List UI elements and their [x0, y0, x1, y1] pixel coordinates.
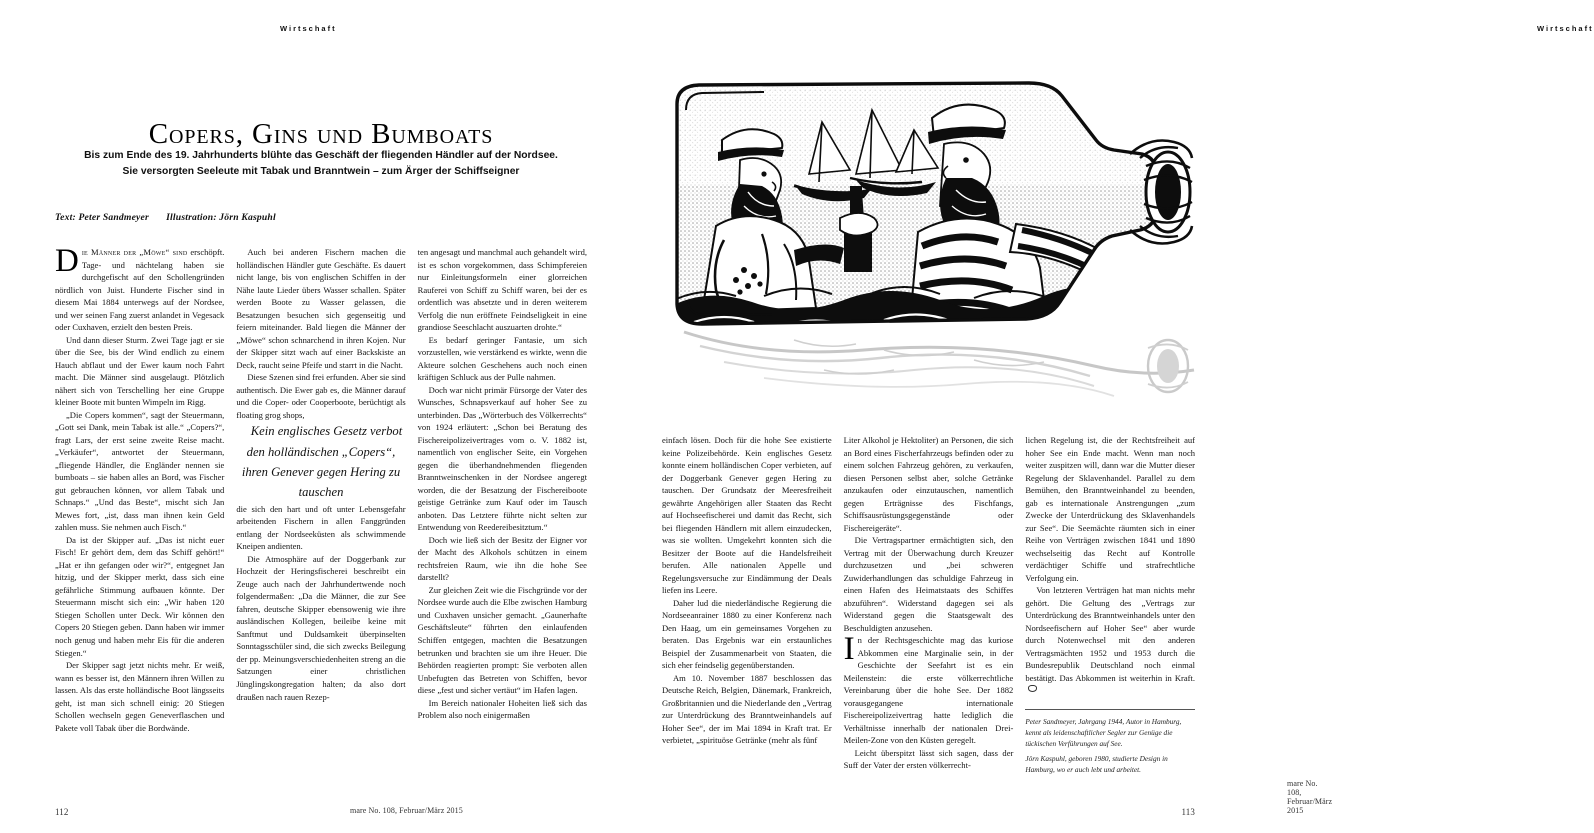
running-head-left: Wirtschaft: [280, 24, 337, 33]
text-column-2: [236, 246, 405, 797]
paragraph: Zur gleichen Zeit wie die Fischgründe vor der Nordsee wurde auch die Elbe zwischen Hamburg und Cuxhaven unsicher gemacht. „Gaunerhafte Geschäftsleute“ führten den einlaufenden Schiffen entgegen, machten die Besatzungen betrunken und brachten sie um ihre Heuer. Die Behörden reagierten prompt: Sie verboten allen Unbefugten das Betreten von Schiffen, bevor diese „fest und sicher vertäut“ im Hafen lagen.: [417, 584, 587, 696]
deck-line-2: Sie versorgten Seeleute mit Tabak und Branntwein – zum Ärger der Schiffseigner: [122, 165, 520, 177]
bio-illustrator: Jörn Kaspuhl, geboren 1980, studierte Design in Hamburg, wo er auch lebt und arbeitet.: [1025, 754, 1168, 775]
paragraph: Da ist der Skipper auf. „Das ist nicht euer Fisch! Er gehört dem, dem das Schiff gehört!“ „Hat er ihn gefangen oder wir?“, entgegnet Jan hitzig, und der Skipper merkt, dass sich eine gefährliche Stimmung aufbauen könnte. Der Steuermann mischt sich ein: „Wir haben 120 Stiegen Schollen unter Deck. Wir können den Copers 20 Stiegen geben. Dann haben wir immer noch genug und haben mehr Eis für die anderen Stiegen.“: [55, 534, 225, 658]
body-columns-left: [55, 243, 587, 797]
paragraph: Auch bei anderen Fischern machen die holländischen Händler gute Geschäfte. Es dauert nicht lange, bis von englischen Schiffen in der Nähe laute Lieder übers Wasser schallen. Später werden Boote zu Wasser gelassen, die Besatzungen besuchen sich gegenseitig und feiern miteinander. Bald liegen die Männer der „Möwe“ schon schnarchend in ihren Kojen. Nur der Skipper sitzt wach auf einer Backskiste an Deck, raucht seine Pfeife und starrt in die Nacht.: [236, 247, 406, 370]
paragraph: Im Bereich nationaler Hoheiten ließ sich das Problem also noch einigermaßen: [417, 697, 587, 721]
paragraph-rest: n der Rechtsgeschichte mag das kuriose Abkommen eine Marginalie sein, in der Geschichte der Seefahrt ist es ein Meilenstein: die erste völkerrechtliche Vereinbarung über die hohe See. Der 1882 vorausgegangene internationale Fischereipolizeivertrag hatte lediglich die Verhältnisse innerhalb der nationalen Drei-Meilen-Zone von den Küsten geregelt.: [843, 635, 1014, 746]
paragraph: D ie Männer der „Möwe“ sind erschöpft. Tage- und nächtelang haben sie durchgefischt auf den Schollengründen nördlich von Juist. Hunderte Fischer sind in diesem Mai 1884 unterwegs auf der Nordsee, und wer seinen Fang zuerst anlandet in Vegesack oder Cuxhaven, erzielt den besten Preis.: [55, 243, 225, 333]
paragraph: Und dann dieser Sturm. Zwei Tage jagt er sie über die See, bis der Wind endlich zu einem Hauch abflaut und der Ewer kaum noch Fahrt macht. Die Männer sind ausgelaugt. Plötzlich nähert sich von Terschelling her eine Gruppe kleiner Boote mit bunten Wimpeln im Rigg.: [55, 334, 225, 408]
text-column-6: [1025, 434, 1195, 797]
paragraph: Diese Szenen sind frei erfunden. Aber sie sind authentisch. Die Ewer gab es, die Männer darauf und die Coper- oder Cooperboote, berüchtigt als floating grog shops,: [236, 372, 406, 420]
credit-illustrator: Illustration: Jörn Kaspuhl: [166, 212, 276, 223]
bottle-reflection: [684, 332, 1194, 396]
paragraph: Am 10. November 1887 beschlossen das Deutsche Reich, Belgien, Dänemark, Frankreich, Großbritannien und die Niederlande den „Vertrag zur Unterdrückung des Branntweinhandels auf Hoher See“, der im Mai 1894 in Kraft trat. Er verbietet, „spirituöse Getränke (mehr als fünf: [662, 672, 832, 746]
text-column-3: [418, 246, 587, 797]
paragraph: I n der Rechtsgeschichte mag das kuriose Abkommen eine Marginalie sein, in der Geschichte der Seefahrt ist es ein Meilenstein: die erste völkerrechtliche Vereinbarung über die hohe See. Der 1882 vorausgegangene internationale Fischereipolizeivertrag hatte lediglich die Verhältnisse innerhalb der nationalen Drei-Meilen-Zone von den Küsten geregelt.: [843, 631, 1014, 746]
paragraph: Leicht überspitzt lässt sich sagen, dass der Suff der Vater der ersten völkerrecht-: [843, 747, 1014, 771]
text-column-1: [55, 243, 225, 797]
paragraph-text: Von letzteren Verträgen hat man nichts mehr gehört. Die Geltung des „Vertrags zur Unterdrückung des Branntweinhandels unter den Nordseefischern auf Hoher See“ aber wurde durch Notenwechsel mit den anderen Vertragsmächten 1952 und 1953 durch die Bundesrepublik Deutschland noch einmal bestätigt. Das Abkommen ist weiterhin in Kraft.: [1025, 585, 1196, 683]
paragraph: einfach lösen. Doch für die hohe See existierte keine Polizeibehörde. Kein englisches Gesetz konnte einem holländischen Coper verbieten, auf der Doggerbank Genever gegen Hering zu tauschen. Der Grundsatz der Meeresfreiheit gewährte Angehörigen aller Staaten das Recht auf Hochseefischerei und damit das Recht, sich bei fliegenden Händlern mit allem einzudecken, was sie wollten. Umgekehrt konnten sich die Besitzer der Boote auf die Handelsfreiheit berufen. Alle nationalen Appelle und Regelungsversuche zur Eindämmung der Deals liefen ins Leere.: [662, 435, 832, 596]
page-left: [0, 0, 625, 833]
folio-left: 112: [55, 807, 69, 817]
paragraph: „Die Copers kommen“, sagt der Steuermann, „Gott sei Dank, mein Tabak ist alle.“ „Copers?“, fragt Lars, der erst seine zweite Reise macht. „Verkäufer“, antwortet der Steuermann, „fliegende Händler, die Engländer nennen sie bumboats – sie haben alles an Bord, was Fischer gut gebrauchen können, vor allem Tabak und Schnaps.“ „Und das Beste“, mischt sich Jan Mewes fort, „ist, dass man ihnen kein Geld zahlen muss. Sie nehmen auch Fisch.“: [55, 409, 225, 533]
illustration-artwork: [644, 74, 1244, 424]
running-head-right: Wirtschaft: [1537, 24, 1594, 33]
folio-right: 113: [1181, 807, 1195, 817]
paragraph: Die Vertragspartner ermächtigten sich, den Vertrag mit der Überwachung durch Kreuzer durchzusetzen und „bei schweren Zuwiderhandlungen das schuldige Fahrzeug in einen Hafen des Heimatstaats des Schiffes abzuführen“. Widerstand dagegen sei als Widerstand gegen die Staatsgewalt des Beschuldigten anzusehen.: [843, 535, 1014, 633]
body-columns-right: [662, 434, 1195, 797]
paragraph: Der Skipper sagt jetzt nichts mehr. Er weiß, wann es besser ist, den Männern ihren Willen zu lassen. Als das erste holländische Boot längsseits geht, ist man sich schnell einig: 20 Stiegen Schollen wechseln gegen Geneverflaschen und Pakete voll Tabak über die Bordwände.: [55, 660, 225, 733]
bottle-interior: [664, 74, 1184, 344]
issue-line-right: mare No. 108, Februar/März 2015: [1287, 779, 1333, 815]
paragraph: die sich den hart und oft unter Lebensgefahr arbeitenden Fischern in allen Fanggründen entlang der Nordseeküsten als schwimmende Kneipen andienten.: [236, 503, 406, 552]
credit-author: Text: Peter Sandmeyer: [55, 212, 149, 223]
ship-in-a-bottle-illustration: [644, 74, 1244, 424]
paragraph: Liter Alkohol je Hektoliter) an Personen, die sich an Bord eines Fischerfahrzeugs befinden oder zu einem solchen Fahrzeug gehören, zu verkaufen, diesen Personen selbst aber, solche Getränke anzukaufen oder einzutauschen, namentlich gegen Erträgnisse des Fischfangs, Schiffsausrüstungsgegenstände oder Fischereigeräte“.: [843, 435, 1014, 533]
article-deck: [55, 148, 587, 180]
paragraph: Die Atmosphäre auf der Doggerbank zur Hochzeit der Heringsfischerei beschreibt ein Zeuge auch nach der Jahrhundertwende noch folgendermaßen: „Da die Männer, die zur See fahren, deutsche Skipper ebensowenig wie ihre ausländischen Kollegen, beileibe keine mit Sanftmut und Duldsamkeit überpinselten Sonntagsschüler sind, die sich zwecks Beilegung der pp. Meinungsverschiedenheiten streng an die Satzungen einer christlichen Jünglingskongregation halten; da also dort draußen nach rauen Rezep-: [236, 553, 406, 702]
pull-quote: Kein englisches Gesetz verbot den holländischen „Copers“, ihren Genever gegen Hering zu tauschen: [241, 424, 403, 500]
text-column-5: [844, 434, 1014, 797]
text-column-4: [662, 434, 832, 797]
paragraph: ten angesagt und manchmal auch gehandelt wird, ist es schon vorgekommen, dass Schimpfereien nur Einleitungsformeln einer glorreichen Rauferei von Schiff zu Schiff waren, bei der es ordentlich was absetzte und in deren weiterem Verfolg die nun eröffnete Feindseligkeit in eine grandiose Seeschlacht auszuarten drohte.“: [417, 247, 587, 333]
paragraph: Es bedarf geringer Fantasie, um sich vorzustellen, wie verstärkend es wirkte, wenn die Akteure solchen Geschehens auch noch einen kräftigen Schluck aus der Pulle nahmen.: [417, 334, 587, 383]
paragraph-rest: erschöpft. Tage- und nächtelang haben sie durchgefischt auf den Schollengründen nördlich von Juist. Hunderte Fischer sind in diesem Mai 1884 unterwegs auf der Nordsee, und wer seinen Fang zuerst anlandet in Vegesack oder Cuxhaven, erzielt den besten Preis.: [55, 247, 225, 333]
paragraph: Doch wie ließ sich der Besitz der Eigner vor der Macht des Alkohols schützen in einem rechtsfreien Raum, wie ihn die hohe See darstellt?: [417, 534, 587, 583]
paragraph: [1025, 584, 1195, 697]
paragraph: Daher lud die niederländische Regierung die Nordseeanrainer 1880 zu einer Konferenz nach Den Haag, um ein gemeinsames Vorgehen zu beraten. Das Ergebnis war ein erstaunliches Beispiel der Zusammenarbeit von Staaten, die sich eher feindselig gegenüberstanden.: [662, 597, 832, 671]
lead-smallcaps: ie Männer der „Möwe“ sind: [81, 247, 188, 257]
paragraph: lichen Regelung ist, die der Rechtsfreiheit auf hoher See ein Ende macht. Wenn man noch weiter zuspitzen will, dann war die Mutter dieser Regelung der Sklavenhandel. Parallel zu dem Bemühen, den Branntweinhandel zu beenden, gab es internationale Anstrengungen „zum Zwecke der Unterdrückung des Sklavenhandels zur See“. Die Seemächte räumten sich in einer Reihe von Verträgen zwischen 1841 und 1890 wechselseitig das Recht auf Kontrolle verdächtiger Schiffe und strafrechtliche Verfolgung ein.: [1025, 435, 1196, 583]
paragraph: Doch war nicht primär Fürsorge der Vater des Wunsches, Schnapsverkauf auf hoher See zu unterbinden. Das „Wörterbuch des Völkerrechts“ von 1924 erläutert: „Schon bei Beratung des Fischereipolizeivertrages vom o. V. 1882 ist, namentlich von englischer Seite, ein Vorgehen gegen die überhandnehmenden fliegenden Branntweinschenken in der Nordsee angeregt worden, die der Besatzung der Fischereiboote geistige Getränke zum Kauf oder im Tausch anboten. Das Letztere führte nicht selten zur Entwendung von Reedereibesitztum.“: [417, 384, 587, 533]
issue-line-left: mare No. 108, Februar/März 2015: [350, 806, 463, 815]
author-bio: [1025, 709, 1195, 775]
page-title: Copers, Gins und Bumboats: [148, 118, 494, 151]
bio-author: Peter Sandmeyer, Jahrgang 1944, Autor in Hamburg, kennt als leidenschaftlicher Segler zur Genüge die tückischen Verführungen auf See.: [1025, 716, 1182, 748]
article-credit: [55, 212, 276, 223]
deck-line-1: Bis zum Ende des 19. Jahrhunderts blühte das Geschäft der fliegenden Händler auf der Nordsee.: [84, 150, 558, 161]
end-mark-icon: [1028, 685, 1037, 692]
